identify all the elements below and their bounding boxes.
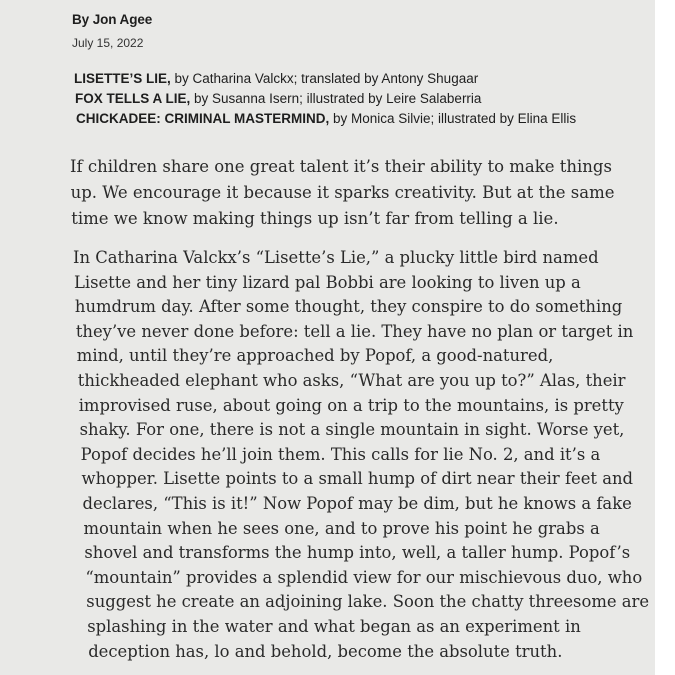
paragraph-line: deception has, lo and behold, become the absolute truth.: [88, 641, 563, 661]
book-entry: [74, 69, 576, 89]
paragraph-line: humdrum day. After some thought, they conspire to do something: [74, 297, 623, 317]
paragraph-line: shovel and transforms the hump into, well, a taller hump. Popof’s: [84, 543, 631, 563]
paragraph-line: splashing in the water and what began as an experiment in: [87, 616, 581, 636]
paragraph-line: time we know making things up isn’t far from telling a lie.: [71, 209, 559, 228]
review-paragraph: [73, 246, 650, 664]
paragraph-line: up. We encourage it because it sparks creativity. But at the same: [70, 183, 615, 202]
reviewed-books-list: [74, 69, 576, 129]
book-title: CHICKADEE: CRIMINAL MASTERMIND,: [76, 111, 330, 126]
paragraph-line: improvised ruse, about going on a trip to the mountains, is pretty: [78, 395, 624, 415]
paragraph-line: whopper. Lisette points to a small hump of dirt near their feet and: [81, 469, 634, 489]
paragraph-line: they’ve never done before: tell a lie. They have no plan or target in: [75, 321, 634, 341]
paragraph-line: If children share one great talent it’s their ability to make things: [70, 157, 612, 176]
book-title: FOX TELLS A LIE,: [75, 91, 191, 106]
paragraph-line: “mountain” provides a splendid view for our mischievous duo, who: [85, 567, 643, 587]
paragraph-line: Popof decides he’ll join them. This calls for lie No. 2, and it’s a: [80, 444, 601, 464]
paragraph-line: In Catharina Valckx’s “Lisette’s Lie,” a plucky little bird named: [73, 248, 599, 267]
paragraph-line: thickheaded elephant who asks, “What are you up to?” Alas, their: [77, 370, 626, 390]
paragraph-line: declares, “This is it!” Now Popof may be dim, but he knows a fake: [82, 493, 632, 513]
paragraph-line: mountain when he sees one, and to prove his point he grabs a: [83, 518, 600, 538]
book-credit: by Monica Silvie; illustrated by Elina Ellis: [333, 111, 577, 126]
book-entry: [75, 89, 576, 109]
paragraph-line: suggest he create an adjoining lake. Soon the chatty threesome are: [86, 592, 650, 612]
byline: By Jon Agee: [72, 12, 153, 27]
paragraph-line: shaky. For one, there is not a single mountain in sight. Worse yet,: [79, 420, 625, 440]
book-entry: [76, 109, 576, 129]
paragraph-line: Lisette and her tiny lizard pal Bobbi are looking to liven up a: [73, 272, 581, 292]
paragraph-line: mind, until they’re approached by Popof, a good-natured,: [76, 346, 554, 366]
book-credit: by Susanna Isern; illustrated by Leire Salaberria: [194, 91, 482, 106]
book-title: LISETTE’S LIE,: [74, 71, 171, 86]
publish-date: July 15, 2022: [72, 36, 144, 50]
intro-paragraph: [70, 154, 615, 232]
book-credit: by Catharina Valckx; translated by Antony Shugaar: [174, 71, 479, 86]
